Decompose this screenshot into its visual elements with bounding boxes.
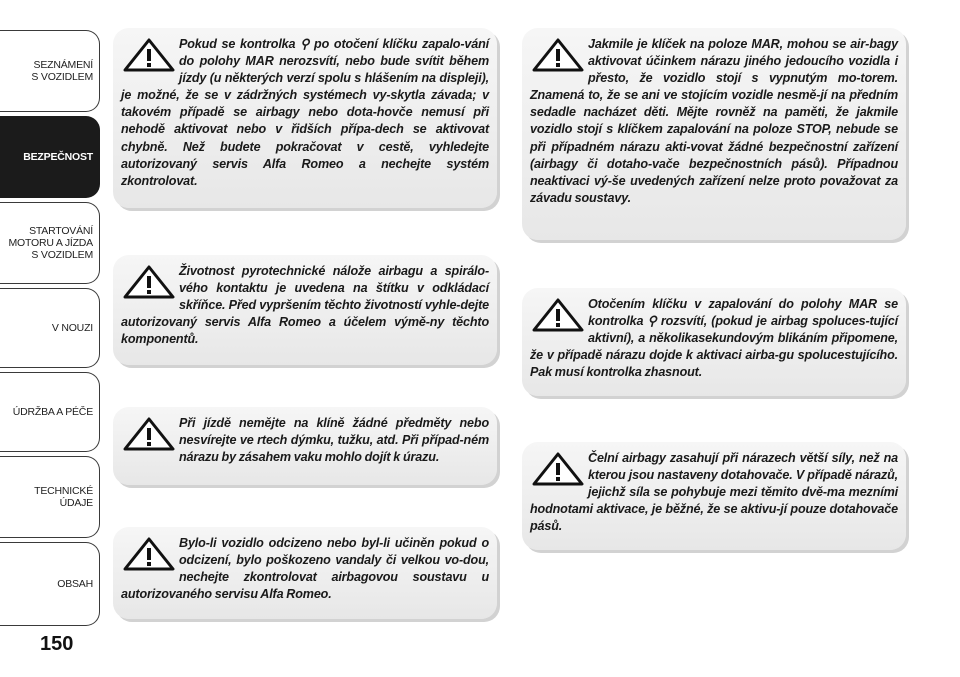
tab-obsah[interactable]: OBSAH — [0, 542, 100, 626]
tab-technicke-udaje[interactable]: TECHNICKÉ ÚDAJE — [0, 456, 100, 538]
warning-text: Jakmile je klíček na poloze MAR, mohou se air-bagy aktivovat účinkem nárazu jiného jedoucího vozidla i přesto, že vozidlo stojí s vypnutým mo-torem. Znamená to, že se ani ve stojícím vozidle nesmě-jí na předním sedadle nacházet děti. Mějte rovněž na paměti, že jakmile vozidlo stojí s klíčkem zapalování na poloze STOP, nebude se při případném nárazu akti-vovat žádné bezpečnostní zařízení (airbagy či dotaho-vače bezpečnostních pásů). Případnou neaktivaci vý-še uvedených zařízení nelze proto považovat za závadu soustavy. — [530, 37, 898, 205]
tab-udrzba-a-pece[interactable]: ÚDRŽBA A PÉČE — [0, 372, 100, 452]
warning-triangle-icon — [532, 38, 584, 72]
warning-text: Bylo-li vozidlo odcizeno nebo byl-li učiněn pokud o odcizení, bylo poškozeno vandaly či velkou vo-dou, nechejte zkontrolovat airbagovou soustavu u autorizovaného servisu Alfa Romeo. — [121, 536, 489, 602]
warning-text: Pokud se kontrolka ⚲ po otočení klíčku zapalo-vání do polohy MAR nerozsvítí, nebo bude svítit během jízdy (u některých verzí spolu s hlášením na displeji), je možné, že se v zádržných systémech vy-skytla závada; v takovém případě se airbagy nebo dota-hovče nemusí při nehodě aktivovat nebo v řidších přípa-dech se aktivovat chybně. Než budete pokračovat v cestě, vyhledejte autorizovaný servis Alfa Romeo a nechejte systém zkontrolovat. — [121, 37, 489, 188]
tab-startovani-motoru[interactable]: STARTOVÁNÍ MOTORU A JÍZDA S VOZIDLEM — [0, 202, 100, 284]
warning-box — [522, 442, 906, 550]
warning-text: Životnost pyrotechnické nálože airbagu a spirálo-vého kontaktu je uvedena na štítku v odkládací skříňce. Před vypršením těchto životností vyhle-dejte autorizovaný servis Alfa Romeo a účelem výmě-ny těchto komponentů. — [121, 264, 489, 347]
warning-triangle-icon — [532, 298, 584, 332]
warning-box — [522, 28, 906, 240]
warning-triangle-icon — [532, 452, 584, 486]
warning-box — [113, 255, 497, 365]
warning-text: Otočením klíčku v zapalování do polohy MAR se kontrolka ⚲ rozsvítí, (pokud je airbag spoluces-tující aktivní), a několikasekundovým blikáním připomene, že v případě nárazu dojde k aktivaci airba-gu spolucestujícího. Pak musí kontrolka zhasnout. — [530, 297, 898, 380]
warning-triangle-icon — [123, 265, 175, 299]
warning-box — [522, 288, 906, 396]
warning-triangle-icon — [123, 537, 175, 571]
page-number: 150 — [40, 633, 74, 655]
warning-box — [113, 28, 497, 208]
tab-bezpecnost[interactable]: BEZPEČNOST — [0, 116, 100, 198]
tab-seznameni-s-vozidlem[interactable]: SEZNÁMENÍ S VOZIDLEM — [0, 30, 100, 112]
warning-triangle-icon — [123, 38, 175, 72]
warning-box — [113, 407, 497, 485]
warning-triangle-icon — [123, 417, 175, 451]
warning-text: Čelní airbagy zasahují při nárazech větší síly, než na kterou jsou nastaveny dotahovače. V případě nárazů, jejichž síla se pohybuje mezi těmito dvě-ma mezními hodnotami aktivace, je běžné, že se aktivu-jí pouze dotahovače pásů. — [530, 451, 898, 534]
warning-box — [113, 527, 497, 619]
tab-v-nouzi[interactable]: V NOUZI — [0, 288, 100, 368]
warning-text: Při jízdě nemějte na klíně žádné předměty nebo nesvírejte ve rtech dýmku, tužku, atd. Při případ-ném nárazu by zásahem vaku mohlo dojít k úrazu. — [179, 416, 489, 465]
